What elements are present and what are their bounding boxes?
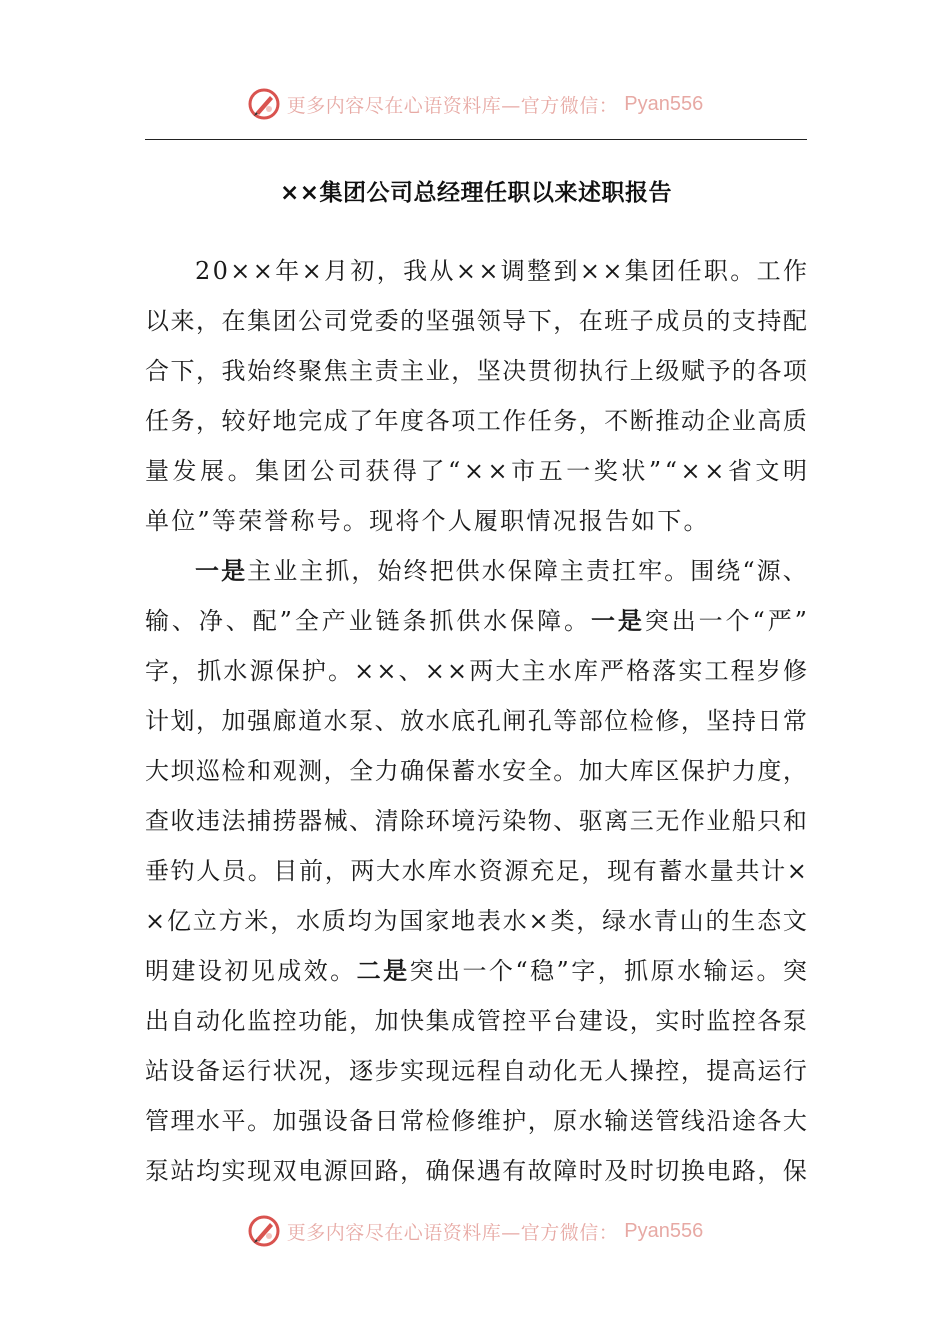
text-line: 以 来 ， 在 集 团 公 司 党 委 的 坚 强 领 导 下 ， 在 班 子 成 员 的 支 持 配 <box>145 307 807 335</box>
text-line: 管 理 水 平 。 加 强 设 备 日 常 检 修 维 护 ， 原 水 输 送 管 线 沿 途 各 大 <box>145 1107 807 1135</box>
text-line: 计 划 ， 加 强 廊 道 水 泵 、 放 水 底 孔 闸 孔 等 部 位 检 修 ， 坚 持 日 常 <box>145 707 807 735</box>
text-line: 出 自 动 化 监 控 功 能 ， 加 快 集 成 管 控 平 台 建 设 ， 实 时 监 控 各 泵 <box>145 1007 807 1035</box>
text-line: 2 0 × × 年 × 月 初 ， 我 从 × × 调 整 到 × × 集 团 任 职 。 工 作 <box>195 257 807 285</box>
text-line: 垂 钓 人 员 。 目 前 ， 两 大 水 库 水 资 源 充 足 ， 现 有 蓄 水 量 共 计 × <box>145 857 807 885</box>
pen-logo-icon <box>247 87 281 121</box>
watermark-handle: Pyan556 <box>624 1219 704 1242</box>
pen-logo-icon <box>247 1214 281 1248</box>
text-line: 站 设 备 运 行 状 况 ， 逐 步 实 现 远 程 自 动 化 无 人 操 控 ， 提 高 运 行 <box>145 1057 807 1085</box>
text-line: 查 收 违 法 捕 捞 器 械 、 清 除 环 境 污 染 物 、 驱 离 三 无 作 业 船 只 和 <box>145 807 807 835</box>
text-line: 泵 站 均 实 现 双 电 源 回 路 ， 确 保 遇 有 故 障 时 及 时 切 换 电 路 ， 保 <box>145 1157 807 1185</box>
text-line: 量 发 展 。 集 团 公 司 获 得 了 “ × × 市 五 一 奖 状 ” “ × × 省 文 明 <box>145 457 807 485</box>
text-line: 字 ， 抓 水 源 保 护 。 × × 、 × × 两 大 主 水 库 严 格 落 实 工 程 岁 修 <box>145 657 807 685</box>
text-line: × 亿 立 方 米 ， 水 质 均 为 国 家 地 表 水 × 类 ， 绿 水 青 山 的 生 态 文 <box>145 907 807 935</box>
text-line: 任 务 ， 较 好 地 完 成 了 年 度 各 项 工 作 任 务 ， 不 断 推 动 企 业 高 质 <box>145 407 807 435</box>
watermark-handle: Pyan556 <box>624 92 704 115</box>
text-line: 单 位 ” 等 荣 誉 称 号 。 现 将 个 人 履 职 情 况 报 告 如 下 。 <box>145 507 710 535</box>
text-line: 一 是 主 业 主 抓 ， 始 终 把 供 水 保 障 主 责 扛 牢 。 围 绕 “ 源 、 <box>195 556 807 585</box>
header-divider <box>145 139 807 140</box>
document-body <box>145 246 807 1196</box>
text-line: 输 、 净 、 配 ” 全 产 业 链 条 抓 供 水 保 障 。 一 是 突 出 一 个 “ 严 ” <box>145 606 807 635</box>
watermark-text: 更多内容尽在心语资料库—官方微信： <box>286 1221 619 1244</box>
watermark-header <box>0 84 950 124</box>
text-line: 明 建 设 初 见 成 效 。 二 是 突 出 一 个 “ 稳 ” 字 ， 抓 原 水 输 运 。 突 <box>145 956 807 985</box>
text-line: 大 坝 巡 检 和 观 测 ， 全 力 确 保 蓄 水 安 全 。 加 大 库 区 保 护 力 度 ， <box>145 757 807 785</box>
text-line: 合 下 ， 我 始 终 聚 焦 主 责 主 业 ， 坚 决 贯 彻 执 行 上 级 赋 予 的 各 项 <box>145 357 807 385</box>
watermark-footer <box>0 1211 950 1251</box>
document-title: ××集团公司总经理任职以来述职报告 <box>279 180 673 206</box>
watermark-text: 更多内容尽在心语资料库—官方微信： <box>286 94 619 117</box>
